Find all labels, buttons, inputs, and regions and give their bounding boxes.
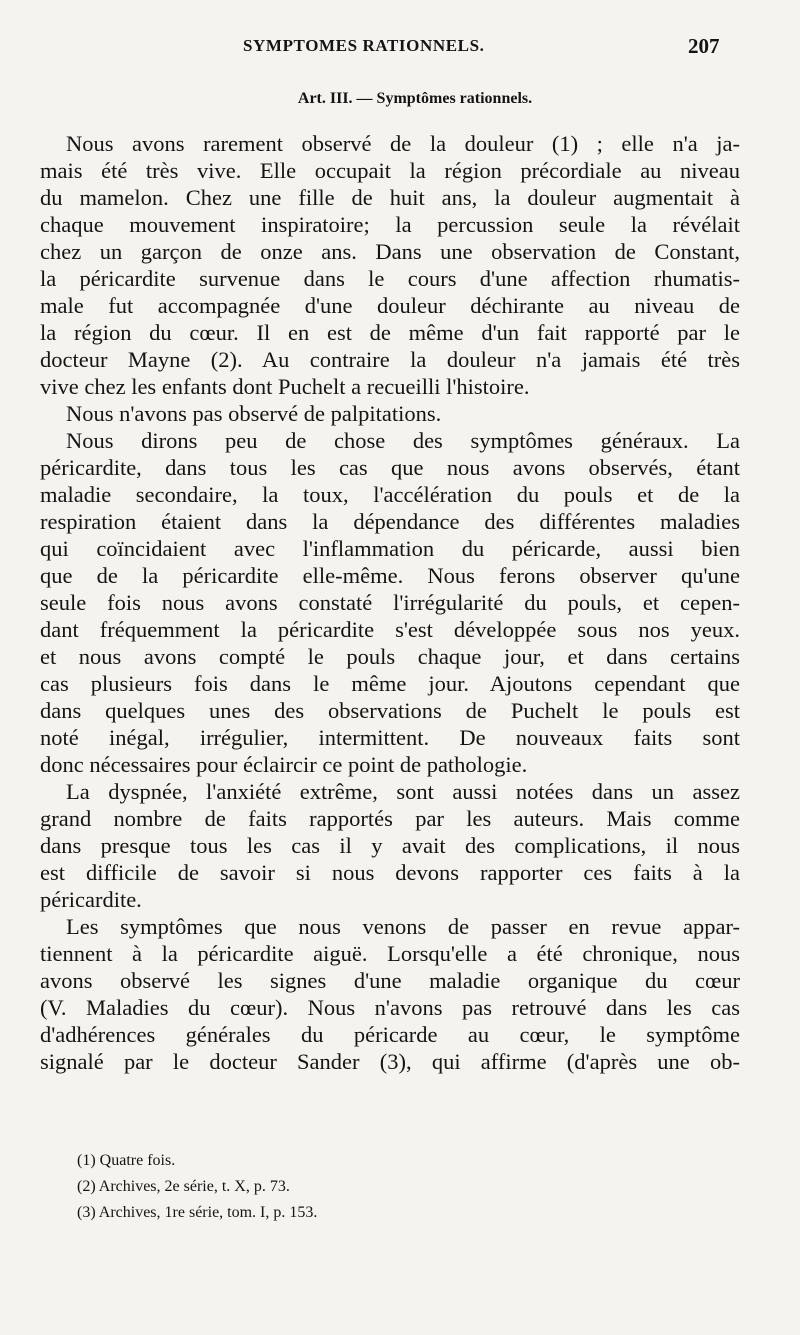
text-line: et nous avons compté le pouls chaque jour, et dans certains xyxy=(40,644,740,669)
text-line: docteur Mayne (2). Au contraire la douleur n'a jamais été très xyxy=(40,347,740,372)
text-line: qui coïncidaient avec l'inflammation du péricarde, aussi bien xyxy=(40,536,740,561)
text-line: cas plusieurs fois dans le même jour. Ajoutons cependant que xyxy=(40,671,740,696)
text-line: maladie secondaire, la toux, l'accélération du pouls et de la xyxy=(40,482,740,507)
text-line: est difficile de savoir si nous devons rapporter ces faits à la xyxy=(40,860,740,885)
text-line: chez un garçon de onze ans. Dans une observation de Constant, xyxy=(40,239,740,264)
text-line: Les symptômes que nous venons de passer en revue appar- xyxy=(66,914,740,939)
text-line: chaque mouvement inspiratoire; la percussion seule la révélait xyxy=(40,212,740,237)
text-line: dant fréquemment la péricardite s'est développée sous nos yeux. xyxy=(40,617,740,642)
text-line: du mamelon. Chez une fille de huit ans, la douleur augmentait à xyxy=(40,185,740,210)
text-line: grand nombre de faits rapportés par les auteurs. Mais comme xyxy=(40,806,740,831)
text-line: que de la péricardite elle-même. Nous ferons observer qu'une xyxy=(40,563,740,588)
text-line: péricardite, dans tous les cas que nous avons observés, étant xyxy=(40,455,740,480)
text-line: vive chez les enfants dont Puchelt a recueilli l'histoire. xyxy=(40,374,530,399)
text-line: respiration étaient dans la dépendance des différentes maladies xyxy=(40,509,740,534)
text-line: avons observé les signes d'une maladie organique du cœur xyxy=(40,968,740,993)
section-heading: Art. III. — Symptômes rationnels. xyxy=(297,90,533,107)
text-line: la péricardite survenue dans le cours d'une affection rhumatis- xyxy=(40,266,740,291)
text-line: signalé par le docteur Sander (3), qui affirme (d'après une ob- xyxy=(40,1049,740,1074)
text-line: dans presque tous les cas il y avait des complications, il nous xyxy=(40,833,740,858)
footnotes xyxy=(77,1148,577,1226)
text-line: mais été très vive. Elle occupait la région précordiale au niveau xyxy=(40,158,740,183)
paragraph-pain xyxy=(40,130,740,400)
footnote-2: (2) Archives, 2e série, t. X, p. 73. xyxy=(77,1178,290,1195)
footnote-1: (1) Quatre fois. xyxy=(77,1152,176,1169)
text-line: La dyspnée, l'anxiété extrême, sont aussi notées dans un assez xyxy=(66,779,740,804)
footnote-3: (3) Archives, 1re série, tom. I, p. 153. xyxy=(77,1204,318,1221)
text-line: tiennent à la péricardite aiguë. Lorsqu'elle a été chronique, nous xyxy=(40,941,740,966)
page-number: 207 xyxy=(688,34,720,58)
text-line: noté inégal, irrégulier, intermittent. De nouveaux faits sont xyxy=(40,725,740,750)
text-line: donc nécessaires pour éclaircir ce point de pathologie. xyxy=(40,752,528,777)
text-line: dans quelques unes des observations de Puchelt le pouls est xyxy=(40,698,740,723)
paragraph-dyspnea xyxy=(40,778,740,913)
text-line: péricardite. xyxy=(40,887,142,912)
text-line: Nous n'avons pas observé de palpitations. xyxy=(66,401,442,426)
text-line: male fut accompagnée d'une douleur déchirante au niveau de xyxy=(40,293,740,318)
body-text xyxy=(40,130,740,1075)
running-head xyxy=(0,36,800,66)
paragraph-palpitations xyxy=(40,400,740,427)
text-line: la région du cœur. Il en est de même d'un fait rapporté par le xyxy=(40,320,740,345)
text-line: Nous dirons peu de chose des symptômes généraux. La xyxy=(66,428,740,453)
paragraph-chronic xyxy=(40,913,740,1075)
text-line: seule fois nous avons constaté l'irrégularité du pouls, et cepen- xyxy=(40,590,740,615)
paragraph-general-symptoms xyxy=(40,427,740,778)
text-line: d'adhérences générales du péricarde au cœur, le symptôme xyxy=(40,1022,740,1047)
text-line: (V. Maladies du cœur). Nous n'avons pas retrouvé dans les cas xyxy=(40,995,740,1020)
text-line: Nous avons rarement observé de la douleur (1) ; elle n'a ja- xyxy=(66,131,740,156)
running-head-title: SYMPTOMES RATIONNELS. xyxy=(243,36,485,55)
